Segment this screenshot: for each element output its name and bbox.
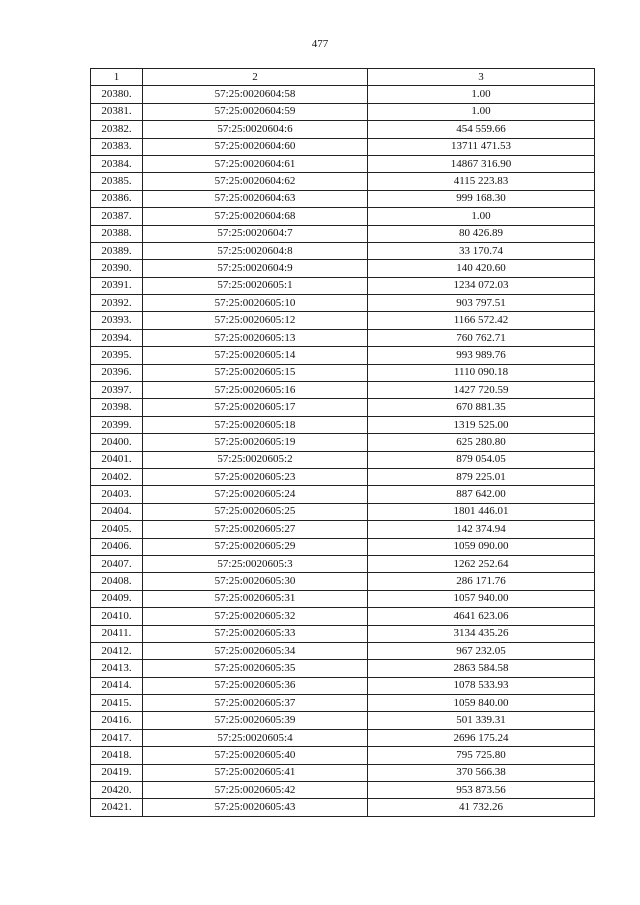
table-row xyxy=(91,799,595,816)
value-cell: 501 339.31 xyxy=(368,712,595,729)
row-number-cell: 20407. xyxy=(91,555,143,572)
table-body xyxy=(91,86,595,816)
table-row xyxy=(91,173,595,190)
table-row xyxy=(91,712,595,729)
row-number-cell: 20409. xyxy=(91,590,143,607)
row-number-cell: 20389. xyxy=(91,242,143,259)
value-cell: 999 168.30 xyxy=(368,190,595,207)
value-cell: 4641 623.06 xyxy=(368,608,595,625)
cadastral-number-cell: 57:25:0020605:27 xyxy=(143,521,368,538)
cadastral-number-cell: 57:25:0020605:14 xyxy=(143,347,368,364)
row-number-cell: 20412. xyxy=(91,642,143,659)
row-number-cell: 20391. xyxy=(91,277,143,294)
value-cell: 1.00 xyxy=(368,208,595,225)
table-row xyxy=(91,382,595,399)
cadastral-number-cell: 57:25:0020605:13 xyxy=(143,329,368,346)
table-row xyxy=(91,503,595,520)
value-cell: 887 642.00 xyxy=(368,486,595,503)
table-row xyxy=(91,121,595,138)
table-row xyxy=(91,155,595,172)
table-row xyxy=(91,747,595,764)
value-cell: 3134 435.26 xyxy=(368,625,595,642)
row-number-cell: 20400. xyxy=(91,434,143,451)
cadastral-number-cell: 57:25:0020604:58 xyxy=(143,86,368,103)
value-cell: 625 280.80 xyxy=(368,434,595,451)
value-cell: 1059 090.00 xyxy=(368,538,595,555)
cadastral-number-cell: 57:25:0020605:25 xyxy=(143,503,368,520)
cadastral-number-cell: 57:25:0020605:3 xyxy=(143,555,368,572)
value-cell: 140 420.60 xyxy=(368,260,595,277)
row-number-cell: 20397. xyxy=(91,382,143,399)
row-number-cell: 20414. xyxy=(91,677,143,694)
value-cell: 1801 446.01 xyxy=(368,503,595,520)
table-row xyxy=(91,242,595,259)
registry-table xyxy=(90,68,595,817)
row-number-cell: 20421. xyxy=(91,799,143,816)
cadastral-number-cell: 57:25:0020605:23 xyxy=(143,468,368,485)
value-cell: 1234 072.03 xyxy=(368,277,595,294)
row-number-cell: 20406. xyxy=(91,538,143,555)
row-number-cell: 20396. xyxy=(91,364,143,381)
table-row xyxy=(91,590,595,607)
row-number-cell: 20382. xyxy=(91,121,143,138)
cadastral-number-cell: 57:25:0020605:19 xyxy=(143,434,368,451)
cadastral-number-cell: 57:25:0020605:37 xyxy=(143,695,368,712)
cadastral-number-cell: 57:25:0020605:29 xyxy=(143,538,368,555)
cadastral-number-cell: 57:25:0020605:40 xyxy=(143,747,368,764)
table-row xyxy=(91,573,595,590)
cadastral-number-cell: 57:25:0020605:34 xyxy=(143,642,368,659)
table-row xyxy=(91,434,595,451)
table-row xyxy=(91,555,595,572)
value-cell: 142 374.94 xyxy=(368,521,595,538)
cadastral-number-cell: 57:25:0020604:68 xyxy=(143,208,368,225)
row-number-cell: 20410. xyxy=(91,608,143,625)
table-row xyxy=(91,608,595,625)
value-cell: 33 170.74 xyxy=(368,242,595,259)
value-cell: 80 426.89 xyxy=(368,225,595,242)
row-number-cell: 20390. xyxy=(91,260,143,277)
value-cell: 879 225.01 xyxy=(368,468,595,485)
cadastral-number-cell: 57:25:0020604:7 xyxy=(143,225,368,242)
cadastral-number-cell: 57:25:0020605:24 xyxy=(143,486,368,503)
column-header: 3 xyxy=(368,69,595,86)
value-cell: 14867 316.90 xyxy=(368,155,595,172)
row-number-cell: 20395. xyxy=(91,347,143,364)
value-cell: 670 881.35 xyxy=(368,399,595,416)
table-row xyxy=(91,190,595,207)
table-row xyxy=(91,225,595,242)
table-row xyxy=(91,660,595,677)
row-number-cell: 20398. xyxy=(91,399,143,416)
cadastral-number-cell: 57:25:0020605:42 xyxy=(143,782,368,799)
table-row xyxy=(91,538,595,555)
cadastral-number-cell: 57:25:0020605:4 xyxy=(143,729,368,746)
value-cell: 1262 252.64 xyxy=(368,555,595,572)
table-row xyxy=(91,295,595,312)
row-number-cell: 20392. xyxy=(91,295,143,312)
cadastral-number-cell: 57:25:0020605:43 xyxy=(143,799,368,816)
row-number-cell: 20420. xyxy=(91,782,143,799)
row-number-cell: 20405. xyxy=(91,521,143,538)
value-cell: 1078 533.93 xyxy=(368,677,595,694)
row-number-cell: 20411. xyxy=(91,625,143,642)
value-cell: 1319 525.00 xyxy=(368,416,595,433)
row-number-cell: 20418. xyxy=(91,747,143,764)
value-cell: 4115 223.83 xyxy=(368,173,595,190)
cadastral-number-cell: 57:25:0020605:35 xyxy=(143,660,368,677)
cadastral-number-cell: 57:25:0020605:36 xyxy=(143,677,368,694)
cadastral-number-cell: 57:25:0020605:32 xyxy=(143,608,368,625)
table-row xyxy=(91,695,595,712)
row-number-cell: 20383. xyxy=(91,138,143,155)
cadastral-number-cell: 57:25:0020605:12 xyxy=(143,312,368,329)
table-row xyxy=(91,312,595,329)
value-cell: 1427 720.59 xyxy=(368,382,595,399)
column-header: 1 xyxy=(91,69,143,86)
cadastral-number-cell: 57:25:0020605:2 xyxy=(143,451,368,468)
row-number-cell: 20385. xyxy=(91,173,143,190)
row-number-cell: 20387. xyxy=(91,208,143,225)
value-cell: 2696 175.24 xyxy=(368,729,595,746)
cadastral-number-cell: 57:25:0020604:6 xyxy=(143,121,368,138)
value-cell: 1059 840.00 xyxy=(368,695,595,712)
value-cell: 13711 471.53 xyxy=(368,138,595,155)
table-row xyxy=(91,364,595,381)
cadastral-number-cell: 57:25:0020605:18 xyxy=(143,416,368,433)
table-row xyxy=(91,208,595,225)
value-cell: 993 989.76 xyxy=(368,347,595,364)
table-row xyxy=(91,399,595,416)
row-number-cell: 20393. xyxy=(91,312,143,329)
page-number: 477 xyxy=(311,38,329,50)
row-number-cell: 20402. xyxy=(91,468,143,485)
cadastral-number-cell: 57:25:0020605:39 xyxy=(143,712,368,729)
table-row xyxy=(91,729,595,746)
table-row xyxy=(91,677,595,694)
cadastral-number-cell: 57:25:0020605:33 xyxy=(143,625,368,642)
cadastral-number-cell: 57:25:0020605:31 xyxy=(143,590,368,607)
cadastral-number-cell: 57:25:0020604:63 xyxy=(143,190,368,207)
cadastral-number-cell: 57:25:0020605:17 xyxy=(143,399,368,416)
table-row xyxy=(91,625,595,642)
table-row xyxy=(91,764,595,781)
row-number-cell: 20417. xyxy=(91,729,143,746)
value-cell: 286 171.76 xyxy=(368,573,595,590)
row-number-cell: 20413. xyxy=(91,660,143,677)
table-row xyxy=(91,521,595,538)
row-number-cell: 20416. xyxy=(91,712,143,729)
value-cell: 1057 940.00 xyxy=(368,590,595,607)
table-row xyxy=(91,277,595,294)
table-header-row xyxy=(91,69,595,86)
table-row xyxy=(91,486,595,503)
cadastral-number-cell: 57:25:0020605:1 xyxy=(143,277,368,294)
column-header: 2 xyxy=(143,69,368,86)
row-number-cell: 20384. xyxy=(91,155,143,172)
row-number-cell: 20386. xyxy=(91,190,143,207)
table-row xyxy=(91,782,595,799)
table-row xyxy=(91,103,595,120)
row-number-cell: 20381. xyxy=(91,103,143,120)
row-number-cell: 20401. xyxy=(91,451,143,468)
cadastral-number-cell: 57:25:0020604:9 xyxy=(143,260,368,277)
cadastral-number-cell: 57:25:0020604:59 xyxy=(143,103,368,120)
row-number-cell: 20403. xyxy=(91,486,143,503)
row-number-cell: 20394. xyxy=(91,329,143,346)
value-cell: 1.00 xyxy=(368,103,595,120)
value-cell: 41 732.26 xyxy=(368,799,595,816)
value-cell: 967 232.05 xyxy=(368,642,595,659)
value-cell: 903 797.51 xyxy=(368,295,595,312)
row-number-cell: 20399. xyxy=(91,416,143,433)
row-number-cell: 20415. xyxy=(91,695,143,712)
table-row xyxy=(91,347,595,364)
table-row xyxy=(91,329,595,346)
value-cell: 1110 090.18 xyxy=(368,364,595,381)
row-number-cell: 20404. xyxy=(91,503,143,520)
cadastral-number-cell: 57:25:0020604:62 xyxy=(143,173,368,190)
value-cell: 953 873.56 xyxy=(368,782,595,799)
row-number-cell: 20419. xyxy=(91,764,143,781)
value-cell: 795 725.80 xyxy=(368,747,595,764)
value-cell: 2863 584.58 xyxy=(368,660,595,677)
cadastral-number-cell: 57:25:0020605:15 xyxy=(143,364,368,381)
row-number-cell: 20408. xyxy=(91,573,143,590)
value-cell: 760 762.71 xyxy=(368,329,595,346)
table-row xyxy=(91,416,595,433)
table-row xyxy=(91,642,595,659)
cadastral-number-cell: 57:25:0020605:16 xyxy=(143,382,368,399)
cadastral-number-cell: 57:25:0020604:61 xyxy=(143,155,368,172)
value-cell: 454 559.66 xyxy=(368,121,595,138)
table-row xyxy=(91,86,595,103)
cadastral-number-cell: 57:25:0020605:41 xyxy=(143,764,368,781)
table-row xyxy=(91,451,595,468)
cadastral-number-cell: 57:25:0020605:10 xyxy=(143,295,368,312)
table-row xyxy=(91,468,595,485)
table-row xyxy=(91,260,595,277)
value-cell: 879 054.05 xyxy=(368,451,595,468)
table-row xyxy=(91,138,595,155)
cadastral-number-cell: 57:25:0020605:30 xyxy=(143,573,368,590)
value-cell: 1166 572.42 xyxy=(368,312,595,329)
value-cell: 370 566.38 xyxy=(368,764,595,781)
value-cell: 1.00 xyxy=(368,86,595,103)
row-number-cell: 20388. xyxy=(91,225,143,242)
cadastral-number-cell: 57:25:0020604:60 xyxy=(143,138,368,155)
cadastral-number-cell: 57:25:0020604:8 xyxy=(143,242,368,259)
row-number-cell: 20380. xyxy=(91,86,143,103)
